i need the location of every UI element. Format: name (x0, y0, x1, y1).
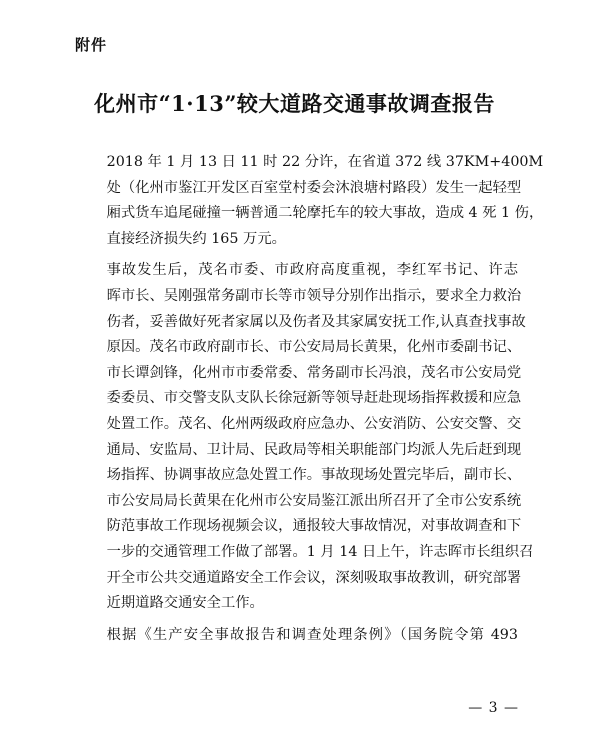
text-line: 防范事故工作现场视频会议，通报较大事故情况，对事故调查和下 (106, 518, 522, 535)
text-line: 通局、安监局、卫计局、民政局等相关职能部门均派人先后赶到现 (106, 441, 522, 458)
text-line: 市公安局局长黄果在化州市公安局鉴江派出所召开了全市公安系统 (106, 492, 522, 509)
text-line: 市长谭剑锋，化州市市委常委、常务副市长冯浪，茂名市公安局党 (106, 364, 522, 381)
text-line: 事故发生后，茂名市委、市政府高度重视，李红军书记、许志 (106, 262, 518, 279)
text-line: 处（化州市鉴江开发区百室堂村委会沐浪塘村路段）发生一起轻型 (106, 179, 522, 196)
text-line: 伤者，妥善做好死者家属以及伤者及其家属安抚工作,认真查找事故 (106, 313, 526, 330)
text-line: 处置工作。茂名、化州两级政府应急办、公安消防、公安交警、交 (106, 415, 522, 432)
document-body (78, 150, 544, 654)
text-line: 厢式货车追尾碰撞一辆普通二轮摩托车的较大事故，造成 4 死 1 伤， (106, 205, 544, 222)
paragraph-summary (78, 150, 544, 252)
paragraph-basis (78, 623, 518, 649)
page-number: — 3 — (468, 700, 519, 716)
text-line: 近期道路交通安全工作。 (106, 595, 264, 612)
text-line: 根据《生产安全事故报告和调查处理条例》（国务院令第 493 (106, 626, 518, 643)
text-line: 一步的交通管理工作做了部署。1 月 14 日上午，许志晖市长组织召 (106, 543, 534, 560)
attachment-label: 附件 (75, 36, 108, 54)
text-line: 场指挥、协调事故应急处置工作。事故现场处置完毕后，副市长、 (106, 467, 522, 484)
document-title: 化州市“1·13”较大道路交通事故调查报告 (94, 91, 495, 116)
paragraph-response (78, 258, 534, 616)
text-line: 直接经济损失约 165 万元。 (106, 230, 286, 247)
text-line: 晖市长、吴刚强常务副市长等市领导分别作出指示，要求全力救治 (106, 287, 522, 304)
text-line: 委委员、市交警支队支队长徐冠新等领导赶赴现场指挥救援和应急 (106, 390, 522, 407)
text-line: 2018 年 1 月 13 日 11 时 22 分许，在省道 372 线 37KM+400M (106, 154, 544, 170)
text-line: 开全市公共交通道路安全工作会议，深刻吸取事故教训，研究部署 (106, 569, 522, 586)
text-line: 原因。茂名市政府副市长、市公安局局长黄果，化州市委副书记、 (106, 339, 522, 356)
